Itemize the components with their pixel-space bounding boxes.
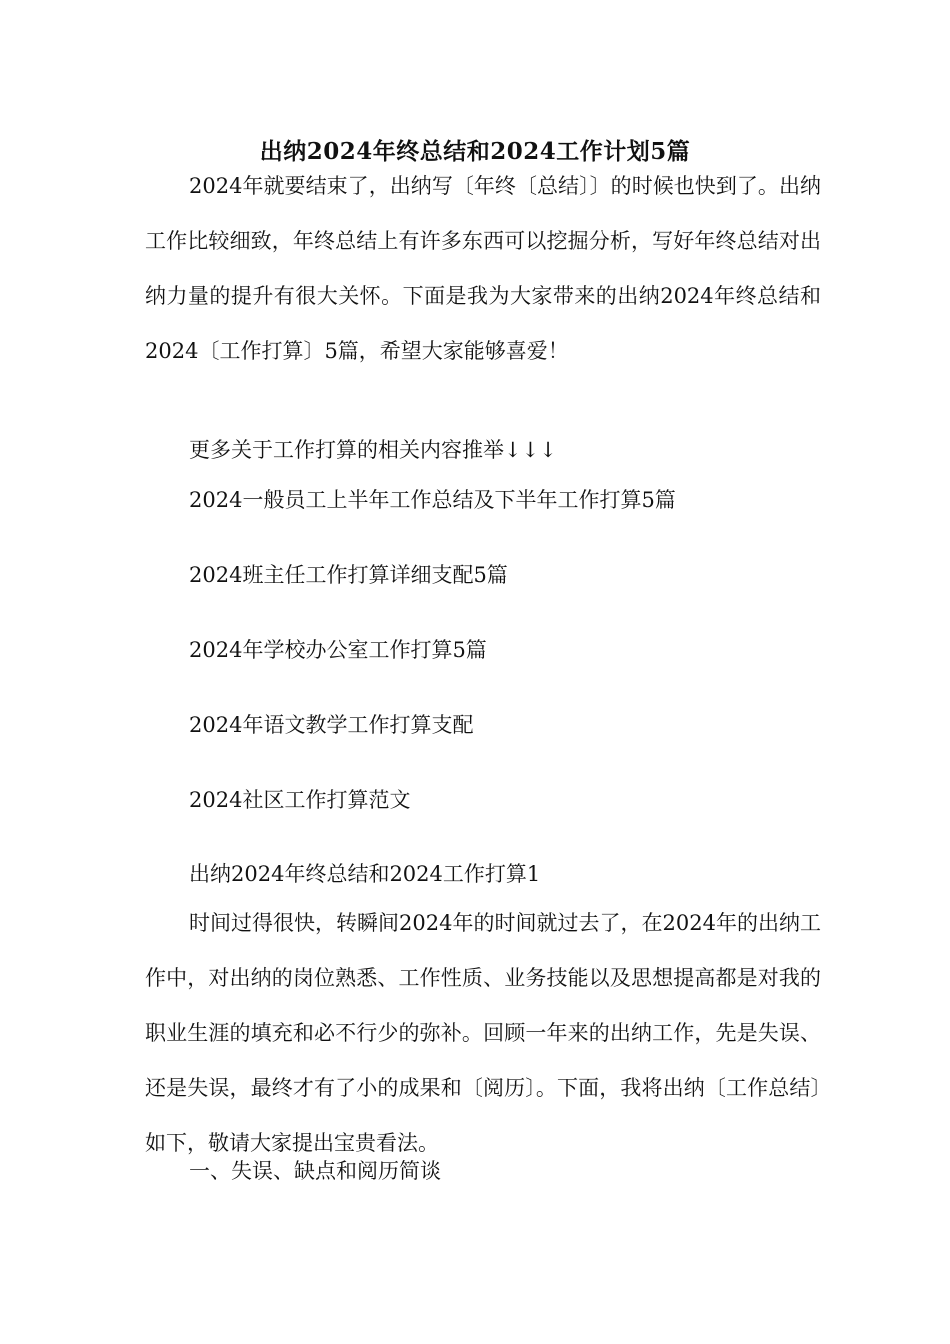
subheading: 一、失误、缺点和阅历简谈 [189, 1159, 441, 1183]
section-title: 出纳2024年终总结和2024工作打算1 [189, 862, 541, 886]
document-title: 出纳2024年终总结和2024工作计划5篇 [259, 138, 691, 165]
body-paragraph: 时间过得很快，转瞬间2024年的时间就过去了，在2024年的出纳工作中，对出纳的岗位熟悉、工作性质、业务技能以及思想提高都是对我的职业生涯的填充和必不行少的弥补。回顾一年来的出纳工作，先是失误、还是失误，最终才有了小的成果和〔阅历〕。下面，我将出纳〔工作总结〕如下，敬请大家提出宝贵看法。 [145, 911, 821, 1155]
intro-paragraph: 2024年就要结束了，出纳写〔年终〔总结〕〕的时候也快到了。出纳工作比较细致，年终总结上有许多东西可以挖掘分析，写好年终总结对出纳力量的提升有很大关怀。下面是我为大家带来的出纳2024年终总结和2024〔工作打算〕5篇，希望大家能够喜爱！ [145, 174, 821, 363]
recommend-heading: 更多关于工作打算的相关内容推举↓↓↓ [189, 438, 557, 462]
related-link-2[interactable]: 2024班主任工作打算详细支配5篇 [189, 563, 508, 587]
related-link-1[interactable]: 2024一般员工上半年工作总结及下半年工作打算5篇 [189, 488, 676, 512]
related-link-5[interactable]: 2024社区工作打算范文 [189, 788, 411, 812]
related-link-4[interactable]: 2024年语文教学工作打算支配 [189, 713, 474, 737]
related-link-3[interactable]: 2024年学校办公室工作打算5篇 [189, 638, 487, 662]
